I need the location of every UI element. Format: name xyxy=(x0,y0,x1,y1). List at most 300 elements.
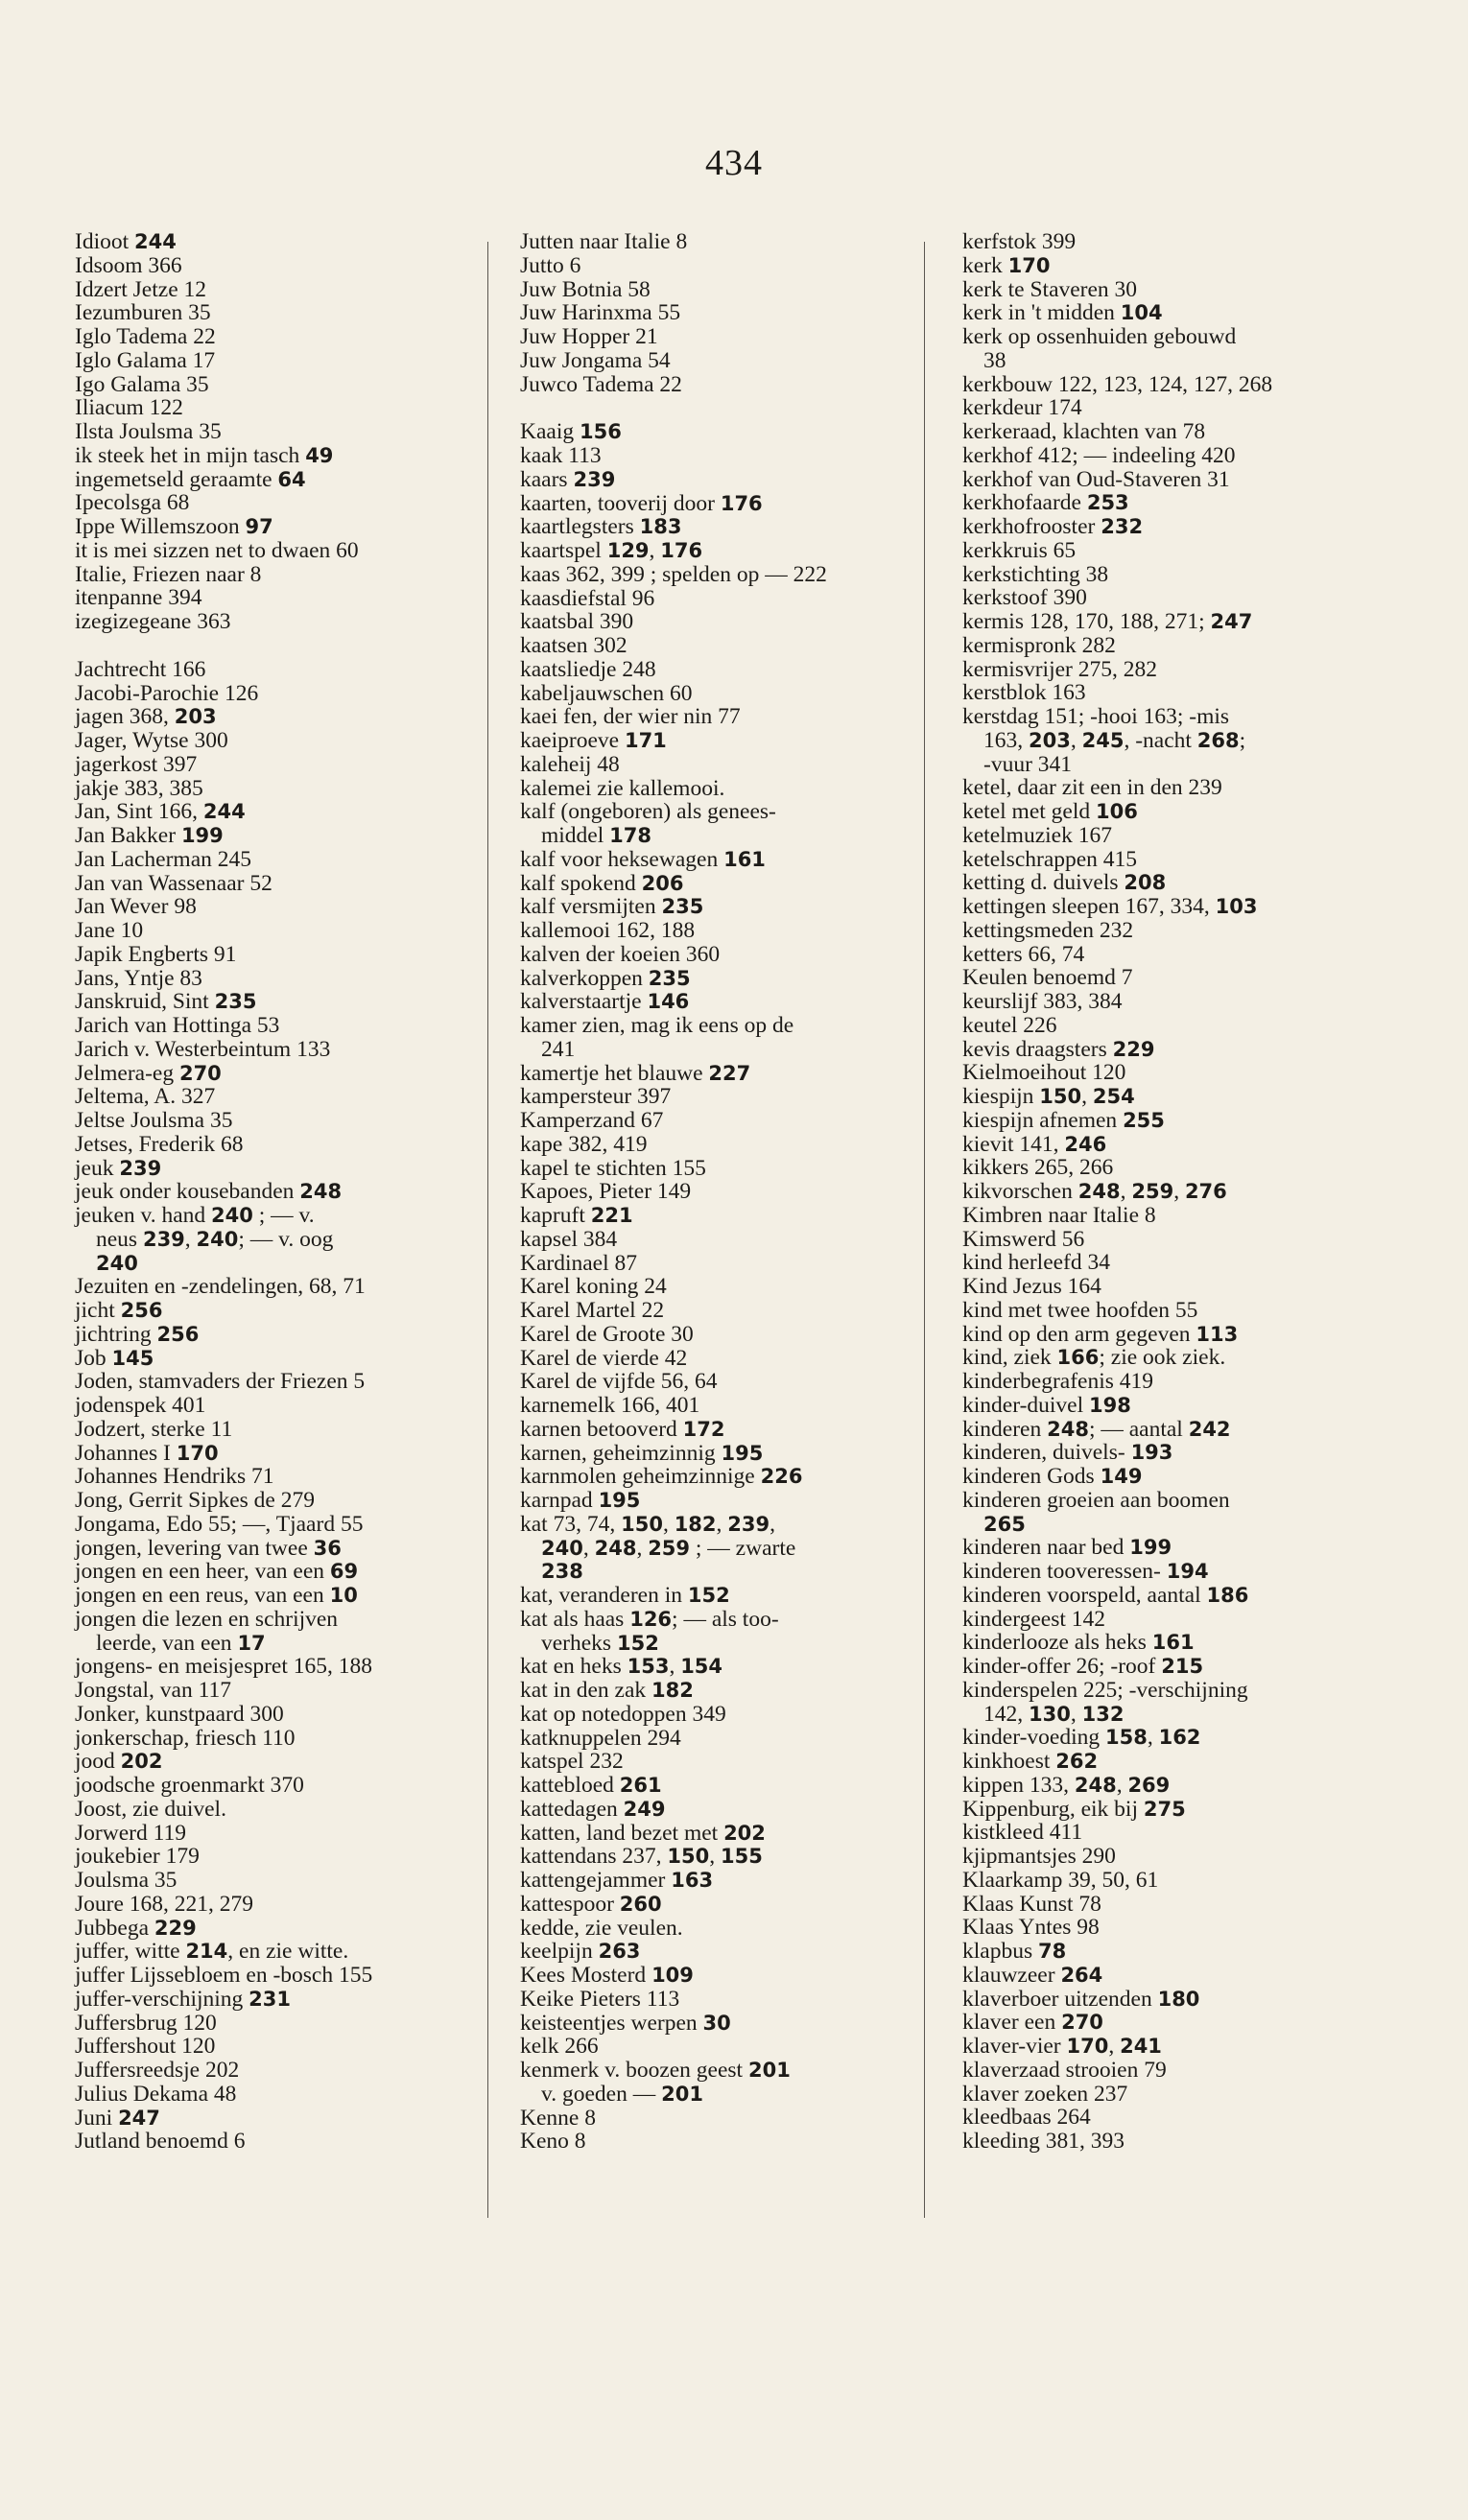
bold-page-ref: 199 xyxy=(1129,1536,1172,1560)
index-entry: Jeltse Joulsma 35 xyxy=(75,1108,233,1133)
bold-page-ref: 226 xyxy=(760,1465,803,1489)
index-entry: 163, 203, 245, -nacht 268; xyxy=(983,727,1246,753)
bold-page-ref: 172 xyxy=(682,1417,725,1441)
index-entry: keisteentjes werpen 30 xyxy=(520,2010,731,2036)
index-entry: Keike Pieters 113 xyxy=(520,1986,680,2012)
index-entry: jeuken v. hand 240 ; — v. xyxy=(75,1203,315,1228)
bold-page-ref: 265 xyxy=(983,1512,1026,1536)
index-entry: kat in den zak 182 xyxy=(520,1678,694,1703)
bold-page-ref: 195 xyxy=(721,1441,764,1465)
bold-page-ref: 203 xyxy=(174,705,217,729)
bold-page-ref: 239 xyxy=(119,1156,162,1180)
index-entry: Japik Engberts 91 xyxy=(75,941,237,967)
bold-page-ref: 241 xyxy=(1120,2035,1162,2058)
index-entry: Jubbega 229 xyxy=(75,1915,197,1941)
index-entry: Jarich v. Westerbeintum 133 xyxy=(75,1036,331,1062)
index-entry: Jongama, Edo 55; —, Tjaard 55 xyxy=(75,1511,364,1537)
bold-page-ref: 113 xyxy=(1196,1322,1239,1346)
index-entry: ingemetseld geraamte 64 xyxy=(75,466,306,492)
bold-page-ref: 238 xyxy=(541,1560,583,1584)
index-entry: kamertje het blauwe 227 xyxy=(520,1060,751,1086)
index-entry: jagen 368, 203 xyxy=(75,704,217,730)
bold-page-ref: 247 xyxy=(1210,610,1253,633)
index-entry: Jong, Gerrit Sipkes de 279 xyxy=(75,1488,315,1513)
index-entry: jongen die lezen en schrijven xyxy=(75,1606,339,1632)
index-entry: kat als haas 126; — als too- xyxy=(520,1606,779,1632)
bold-page-ref: 240 xyxy=(196,1227,239,1251)
index-entry: Iliacum 122 xyxy=(75,395,183,421)
index-entry: Jan Wever 98 xyxy=(75,894,197,920)
index-entry: Jans, Yntje 83 xyxy=(75,965,202,991)
index-entry: kallemooi 162, 188 xyxy=(520,918,696,943)
bold-page-ref: 106 xyxy=(1096,800,1138,823)
index-entry: Ippe Willemszoon 97 xyxy=(75,514,273,539)
index-entry: karnen betooverd 172 xyxy=(520,1416,725,1442)
index-entry: Karel Martel 22 xyxy=(520,1298,665,1323)
bold-page-ref: 129 xyxy=(606,539,650,562)
index-entry: kalf (ongeboren) als genees- xyxy=(520,799,776,825)
index-entry: kampersteur 397 xyxy=(520,1084,672,1110)
bold-page-ref: 255 xyxy=(1123,1108,1165,1132)
index-entry: juffer, witte 214, en zie witte. xyxy=(75,1939,349,1965)
index-entry: keelpijn 263 xyxy=(520,1939,641,1965)
bold-page-ref: 263 xyxy=(598,1940,641,1964)
index-entry: Igo Galama 35 xyxy=(75,371,209,397)
index-entry: kape 382, 419 xyxy=(520,1131,648,1157)
bold-page-ref: 242 xyxy=(1188,1417,1231,1441)
bold-page-ref: 259 xyxy=(1131,1180,1174,1203)
index-entry: kerkdeur 174 xyxy=(962,395,1082,421)
index-entry: Kippenburg, eik bij 275 xyxy=(962,1796,1186,1822)
bold-page-ref: 176 xyxy=(720,491,763,515)
bold-page-ref: 132 xyxy=(1081,1702,1125,1726)
index-entry: Jutland benoemd 6 xyxy=(75,2129,246,2155)
index-entry: Joost, zie duivel. xyxy=(75,1796,226,1822)
bold-page-ref: 261 xyxy=(619,1774,662,1797)
index-entry: Juw Harinxma 55 xyxy=(520,300,681,326)
index-entry: Jan Lacherman 245 xyxy=(75,846,252,872)
index-entry: kedde, zie veulen. xyxy=(520,1915,683,1941)
index-entry: Iglo Tadema 22 xyxy=(75,324,216,349)
bold-page-ref: 156 xyxy=(580,420,622,444)
index-entry: verheks 152 xyxy=(541,1630,659,1656)
index-entry: v. goeden — 201 xyxy=(541,2081,703,2107)
index-entry: Joden, stamvaders der Friezen 5 xyxy=(75,1369,366,1395)
index-entry: kaei fen, der wier nin 77 xyxy=(520,704,741,730)
index-entry: kind herleefd 34 xyxy=(962,1250,1111,1276)
index-entry: kjipmantsjes 290 xyxy=(962,1844,1116,1869)
bold-page-ref: 195 xyxy=(598,1489,641,1512)
bold-page-ref: 201 xyxy=(747,2059,791,2082)
bold-page-ref: 162 xyxy=(1158,1726,1201,1750)
index-entry: kattespoor 260 xyxy=(520,1891,662,1917)
index-entry: klaverboer uitzenden 180 xyxy=(962,1986,1200,2012)
index-entry: kerkbouw 122, 123, 124, 127, 268 xyxy=(962,371,1273,397)
index-entry: neus 239, 240; — v. oog xyxy=(96,1226,334,1252)
index-entry: kiespijn 150, 254 xyxy=(962,1084,1135,1109)
column-divider xyxy=(924,242,925,2218)
index-entry: keutel 226 xyxy=(962,1012,1057,1038)
bold-page-ref: 240 xyxy=(211,1204,253,1227)
bold-page-ref: 146 xyxy=(647,990,690,1014)
index-entry: Kenne 8 xyxy=(520,2105,596,2131)
index-entry: -vuur 341 xyxy=(983,751,1073,777)
index-entry: Idsoom 366 xyxy=(75,252,182,278)
bold-page-ref: 170 xyxy=(176,1441,219,1465)
index-entry: klauwzeer 264 xyxy=(962,1962,1103,1988)
bold-page-ref: 154 xyxy=(680,1655,723,1679)
index-entry: kermispronk 282 xyxy=(962,632,1116,658)
index-entry: karnen, geheimzinnig 195 xyxy=(520,1440,764,1466)
index-entry: Karel de Groote 30 xyxy=(520,1321,694,1347)
column-divider xyxy=(487,242,488,2218)
index-entry: ketel, daar zit een in den 239 xyxy=(962,775,1222,801)
index-entry: jongen, levering van twee 36 xyxy=(75,1535,342,1561)
bold-page-ref: 227 xyxy=(708,1061,751,1085)
index-entry: kerstblok 163 xyxy=(962,680,1086,706)
index-entry: kerk in 't midden 104 xyxy=(962,300,1163,326)
index-entry: Kees Mosterd 109 xyxy=(520,1963,694,1988)
index-entry: kaas 362, 399 ; spelden op — 222 xyxy=(520,561,827,587)
index-entry: jakje 383, 385 xyxy=(75,775,203,801)
index-entry: klaver zoeken 237 xyxy=(962,2081,1128,2107)
index-entry: jonkerschap, friesch 110 xyxy=(75,1725,296,1751)
index-entry: Jager, Wytse 300 xyxy=(75,728,228,753)
index-entry: Julius Dekama 48 xyxy=(75,2081,237,2107)
index-entry: Jan Bakker 199 xyxy=(75,823,224,848)
bold-page-ref: 176 xyxy=(660,539,703,562)
index-entry: keurslijf 383, 384 xyxy=(962,989,1123,1014)
bold-page-ref: 256 xyxy=(156,1322,200,1346)
bold-page-ref: 163 xyxy=(671,1869,714,1892)
bold-page-ref: 256 xyxy=(120,1299,163,1322)
bold-page-ref: 232 xyxy=(1101,515,1144,538)
bold-page-ref: 150 xyxy=(667,1845,710,1869)
bold-page-ref: 268 xyxy=(1196,728,1240,752)
index-entry: kerfstok 399 xyxy=(962,229,1077,254)
index-entry: Kielmoeihout 120 xyxy=(962,1060,1126,1086)
index-entry: kaartspel 129, 176 xyxy=(520,538,703,563)
index-entry: karnmolen geheimzinnige 226 xyxy=(520,1464,803,1490)
index-entry: Jutto 6 xyxy=(520,252,581,278)
bold-page-ref: 17 xyxy=(237,1631,266,1655)
bold-page-ref: 166 xyxy=(1056,1346,1100,1370)
bold-page-ref: 10 xyxy=(329,1584,358,1607)
bold-page-ref: 193 xyxy=(1130,1441,1173,1465)
bold-page-ref: 276 xyxy=(1184,1180,1227,1203)
bold-page-ref: 246 xyxy=(1064,1132,1107,1156)
index-entry: kamer zien, mag ik eens op de xyxy=(520,1013,794,1038)
index-entry: kalf versmijten 235 xyxy=(520,894,704,920)
bold-page-ref: 203 xyxy=(1029,728,1071,752)
bold-page-ref: 49 xyxy=(305,443,334,467)
index-entry: kerkhof 412; — indeeling 420 xyxy=(962,442,1236,468)
index-entry: jeuk 239 xyxy=(75,1155,162,1181)
index-entry: kikvorschen 248, 259, 276 xyxy=(962,1179,1227,1204)
index-entry: kelk 266 xyxy=(520,2034,599,2060)
index-entry: kaarten, tooverij door 176 xyxy=(520,490,763,516)
index-entry: kalf voor heksewagen 161 xyxy=(520,846,766,872)
index-entry: ketel met geld 106 xyxy=(962,799,1138,824)
index-entry: izegizegeane 363 xyxy=(75,609,231,634)
index-entry: Karel koning 24 xyxy=(520,1274,667,1300)
bold-page-ref: 153 xyxy=(627,1655,670,1679)
index-entry: ketelmuziek 167 xyxy=(962,822,1112,848)
bold-page-ref: 215 xyxy=(1161,1655,1204,1678)
index-entry: kinderen naar bed 199 xyxy=(962,1535,1172,1561)
bold-page-ref: 269 xyxy=(1127,1773,1171,1797)
index-entry: kinderen 248; — aantal 242 xyxy=(962,1416,1231,1442)
index-column-3 xyxy=(962,230,1348,2154)
page-number: 434 xyxy=(705,143,763,183)
index-entry: kapruft 221 xyxy=(520,1203,633,1228)
bold-page-ref: 235 xyxy=(661,895,704,919)
bold-page-ref: 183 xyxy=(639,515,682,539)
index-entry: Jongstal, van 117 xyxy=(75,1678,231,1703)
index-entry: jongen en een reus, van een 10 xyxy=(75,1583,358,1608)
index-entry: Jodzert, sterke 11 xyxy=(75,1416,233,1442)
index-entry: kinder-offer 26; -roof 215 xyxy=(962,1654,1204,1679)
bold-page-ref: 229 xyxy=(1112,1037,1155,1061)
index-entry: kinderen Gods 149 xyxy=(962,1464,1143,1489)
bold-page-ref: 161 xyxy=(723,847,766,871)
index-entry: juffer Lijssebloem en -bosch 155 xyxy=(75,1963,373,1988)
bold-page-ref: 202 xyxy=(723,1821,766,1845)
bold-page-ref: 103 xyxy=(1215,895,1258,918)
index-entry: katknuppelen 294 xyxy=(520,1725,681,1751)
index-entry: Keno 8 xyxy=(520,2129,586,2155)
index-entry: kalverstaartje 146 xyxy=(520,989,690,1015)
index-entry: kenmerk v. boozen geest 201 xyxy=(520,2058,791,2083)
index-entry: jodenspek 401 xyxy=(75,1393,206,1418)
index-entry: 240, 248, 259 ; — zwarte xyxy=(541,1535,796,1561)
index-entry: jeuk onder kousebanden 248 xyxy=(75,1179,343,1205)
index-entry: kat op notedoppen 349 xyxy=(520,1701,726,1727)
bold-page-ref: 186 xyxy=(1206,1583,1249,1607)
bold-page-ref: 182 xyxy=(674,1512,717,1536)
index-entry: Kamperzand 67 xyxy=(520,1108,664,1133)
index-entry: kinderen groeien aan boomen xyxy=(962,1487,1230,1513)
index-entry: klaverzaad strooien 79 xyxy=(962,2057,1167,2083)
index-entry: kat 73, 74, 150, 182, 239, xyxy=(520,1511,775,1537)
bold-page-ref: 64 xyxy=(277,467,306,491)
index-entry: Juni 247 xyxy=(75,2105,160,2131)
index-entry: middel 178 xyxy=(541,823,651,848)
index-entry: Jan van Wassenaar 52 xyxy=(75,870,272,896)
index-entry: kaatsbal 390 xyxy=(520,609,634,635)
index-entry: Juw Hopper 21 xyxy=(520,324,658,349)
bold-page-ref: 244 xyxy=(202,800,246,824)
bold-page-ref: 126 xyxy=(629,1607,673,1631)
index-entry: Iezumburen 35 xyxy=(75,300,211,326)
index-entry: kerstdag 151; -hooi 163; -mis xyxy=(962,704,1230,729)
index-entry: kevis draagsters 229 xyxy=(962,1036,1155,1062)
index-entry: Karel de vijfde 56, 64 xyxy=(520,1369,718,1395)
index-entry: Joulsma 35 xyxy=(75,1868,178,1893)
index-entry: Keulen benoemd 7 xyxy=(962,965,1133,991)
index-column-1 xyxy=(75,230,478,2154)
index-entry: kleeding 381, 393 xyxy=(962,2129,1125,2154)
index-entry: kaeiproeve 171 xyxy=(520,728,667,753)
index-entry: jongen en een heer, van een 69 xyxy=(75,1559,359,1585)
index-entry: kippen 133, 248, 269 xyxy=(962,1772,1171,1798)
index-entry: Idzert Jetze 12 xyxy=(75,276,207,302)
index-entry: kaars 239 xyxy=(520,466,616,492)
bold-page-ref: 270 xyxy=(178,1061,222,1085)
index-entry: Jacobi-Parochie 126 xyxy=(75,680,259,706)
index-entry: Jane 10 xyxy=(75,918,144,943)
index-entry: Idioot 244 xyxy=(75,229,177,254)
index-entry: kleedbaas 264 xyxy=(962,2105,1091,2131)
bold-page-ref: 248 xyxy=(1047,1417,1089,1441)
index-entry: jongens- en meisjespret 165, 188 xyxy=(75,1654,373,1680)
bold-page-ref: 171 xyxy=(624,729,667,752)
index-entry: ik steek het in mijn tasch 49 xyxy=(75,442,334,468)
index-entry: joodsche groenmarkt 370 xyxy=(75,1773,304,1798)
bold-page-ref: 198 xyxy=(1089,1393,1131,1417)
index-entry: kinderbegrafenis 419 xyxy=(962,1369,1154,1394)
index-entry: Juffersbrug 120 xyxy=(75,2010,217,2036)
bold-page-ref: 247 xyxy=(118,2106,160,2130)
index-entry: Klaarkamp 39, 50, 61 xyxy=(962,1867,1159,1893)
bold-page-ref: 260 xyxy=(619,1892,662,1916)
index-entry: Kapoes, Pieter 149 xyxy=(520,1179,692,1205)
bold-page-ref: 240 xyxy=(96,1251,138,1275)
index-entry: Jonker, kunstpaard 300 xyxy=(75,1701,284,1727)
bold-page-ref: 30 xyxy=(702,2011,731,2035)
index-entry: kerkstoof 390 xyxy=(962,585,1087,611)
bold-page-ref: 206 xyxy=(641,871,684,895)
bold-page-ref: 170 xyxy=(1066,2035,1109,2058)
bold-page-ref: 152 xyxy=(616,1631,659,1655)
bold-page-ref: 229 xyxy=(154,1916,197,1940)
bold-page-ref: 248 xyxy=(1077,1180,1121,1203)
index-entry: Janskruid, Sint 235 xyxy=(75,989,257,1015)
index-entry: kerk 170 xyxy=(962,252,1051,278)
index-entry: 241 xyxy=(541,1036,576,1062)
index-entry: kind met twee hoofden 55 xyxy=(962,1297,1198,1323)
index-entry: katspel 232 xyxy=(520,1749,624,1775)
bold-page-ref: 235 xyxy=(648,966,691,990)
index-entry: kiespijn afnemen 255 xyxy=(962,1107,1165,1133)
bold-page-ref: 155 xyxy=(720,1845,763,1869)
index-entry: leerde, van een 17 xyxy=(96,1630,266,1656)
index-entry: Jelmera-eg 270 xyxy=(75,1060,222,1086)
bold-page-ref: 259 xyxy=(648,1536,691,1560)
index-entry: kerkhofaarde 253 xyxy=(962,490,1129,516)
bold-page-ref: 170 xyxy=(1007,253,1051,277)
index-entry: itenpanne 394 xyxy=(75,585,202,611)
index-entry: 38 xyxy=(983,347,1006,373)
index-entry: kinderen tooveressen- 194 xyxy=(962,1559,1209,1584)
index-entry: 142, 130, 132 xyxy=(983,1701,1125,1727)
index-entry: Ipecolsga 68 xyxy=(75,490,190,516)
index-entry: kaatsen 302 xyxy=(520,633,627,658)
bold-page-ref: 254 xyxy=(1092,1085,1135,1108)
index-entry: Juw Botnia 58 xyxy=(520,276,651,302)
bold-page-ref: 158 xyxy=(1104,1726,1148,1750)
index-entry: jichtring 256 xyxy=(75,1321,200,1347)
bold-page-ref: 149 xyxy=(1100,1465,1143,1488)
index-entry: karnemelk 166, 401 xyxy=(520,1393,700,1418)
index-entry: kattebloed 261 xyxy=(520,1773,662,1798)
bold-page-ref: 264 xyxy=(1060,1963,1103,1987)
bold-page-ref: 239 xyxy=(142,1227,185,1251)
bold-page-ref: 208 xyxy=(1124,871,1167,895)
index-entry: Job 145 xyxy=(75,1345,154,1371)
index-entry: Juwco Tadema 22 xyxy=(520,371,682,397)
index-entry: kerkhof van Oud-Staveren 31 xyxy=(962,466,1230,492)
index-entry: Kaaig 156 xyxy=(520,419,622,445)
index-entry: Iglo Galama 17 xyxy=(75,347,216,373)
bold-page-ref: 150 xyxy=(1039,1085,1082,1108)
index-entry: kermis 128, 170, 188, 271; 247 xyxy=(962,609,1253,634)
bold-page-ref: 182 xyxy=(651,1679,694,1702)
index-entry: kalemei zie kallemooi. xyxy=(520,775,725,801)
index-entry: kerk te Staveren 30 xyxy=(962,276,1138,302)
index-entry: ketting d. duivels 208 xyxy=(962,870,1167,896)
index-entry: Jan, Sint 166, 244 xyxy=(75,799,246,825)
index-column-2 xyxy=(520,230,904,2154)
index-entry: kievit 141, 246 xyxy=(962,1131,1107,1157)
bold-page-ref: 130 xyxy=(1029,1702,1071,1726)
index-entry: kinderlooze als heks 161 xyxy=(962,1630,1195,1656)
index-entry: kat en heks 153, 154 xyxy=(520,1654,723,1680)
index-entry: kinkhoest 262 xyxy=(962,1749,1099,1774)
bold-page-ref: 161 xyxy=(1151,1631,1195,1655)
index-entry: kaak 113 xyxy=(520,443,602,468)
bold-page-ref: 194 xyxy=(1166,1560,1209,1583)
index-entry: katten, land bezet met 202 xyxy=(520,1820,766,1846)
index-entry: kaasdiefstal 96 xyxy=(520,585,655,611)
index-entry: kabeljauwschen 60 xyxy=(520,680,693,706)
bold-page-ref: 201 xyxy=(661,2082,703,2106)
bold-page-ref: 248 xyxy=(594,1536,637,1560)
index-entry: kinderen voorspeld, aantal 186 xyxy=(962,1582,1249,1608)
index-entry: Karel de vierde 42 xyxy=(520,1345,688,1371)
index-entry: kattengejammer 163 xyxy=(520,1868,714,1893)
index-entry: klapbus 78 xyxy=(962,1939,1067,1964)
index-entry: kalven der koeien 360 xyxy=(520,941,721,967)
bold-page-ref: 69 xyxy=(329,1560,359,1584)
bold-page-ref: 180 xyxy=(1157,1987,1200,2011)
index-entry: kinder-duivel 198 xyxy=(962,1392,1131,1418)
index-entry: kattedagen 249 xyxy=(520,1796,666,1822)
bold-page-ref: 245 xyxy=(1081,728,1125,752)
index-entry: kindergeest 142 xyxy=(962,1606,1106,1632)
bold-page-ref: 109 xyxy=(651,1964,694,1987)
index-entry: kind op den arm gegeven 113 xyxy=(962,1321,1239,1347)
index-entry: kattendans 237, 150, 155 xyxy=(520,1844,763,1870)
index-entry: jood 202 xyxy=(75,1749,163,1775)
bold-page-ref: 240 xyxy=(541,1536,583,1560)
bold-page-ref: 239 xyxy=(573,467,616,491)
bold-page-ref: 202 xyxy=(120,1750,163,1774)
index-entry: jagerkost 397 xyxy=(75,751,198,777)
index-entry: Italie, Friezen naar 8 xyxy=(75,561,262,587)
bold-page-ref: 214 xyxy=(185,1940,228,1964)
bold-page-ref: 97 xyxy=(245,515,273,538)
index-entry: Jarich van Hottinga 53 xyxy=(75,1013,280,1038)
bold-page-ref: 248 xyxy=(1074,1773,1117,1797)
index-entry: Johannes Hendriks 71 xyxy=(75,1464,274,1490)
index-entry: kalverkoppen 235 xyxy=(520,965,691,991)
index-entry: Klaas Kunst 78 xyxy=(962,1891,1101,1917)
index-entry: kinder-voeding 158, 162 xyxy=(962,1725,1201,1751)
index-entry: joukebier 179 xyxy=(75,1844,200,1870)
index-entry: Jachtrecht 166 xyxy=(75,656,206,682)
index-entry xyxy=(520,1560,904,1584)
